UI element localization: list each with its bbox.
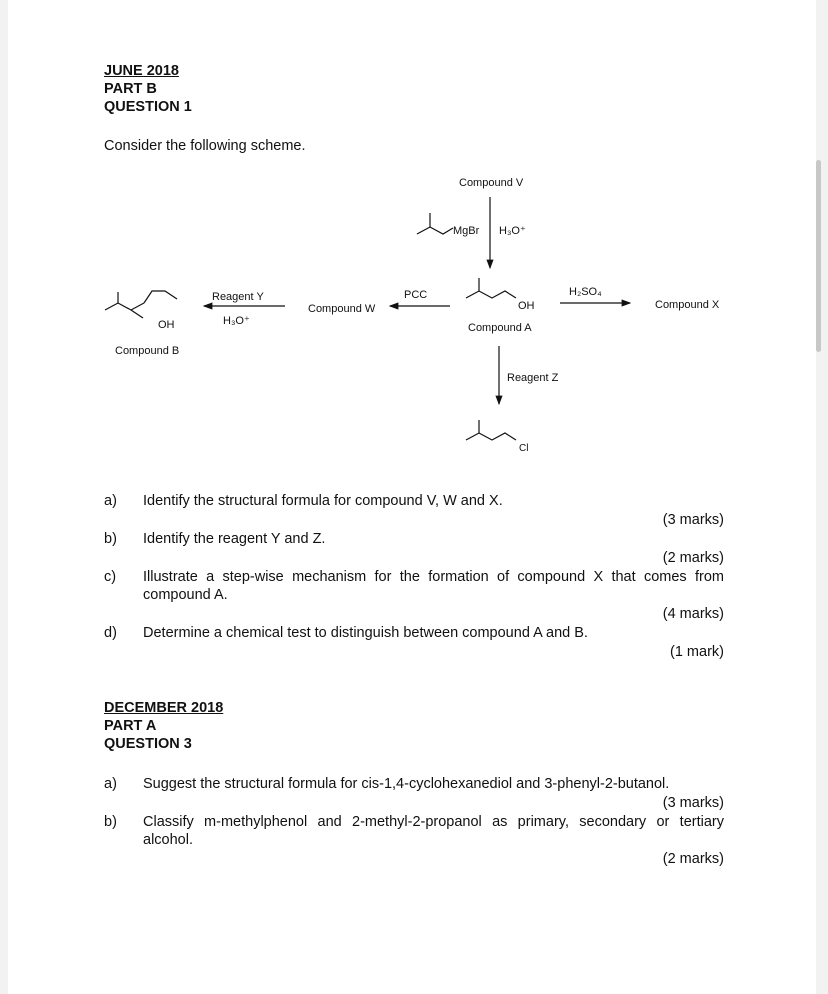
question-b-text: Identify the reagent Y and Z. xyxy=(143,531,326,547)
question-d-label: d) xyxy=(104,625,117,641)
oh-b-label: OH xyxy=(158,319,175,331)
question-b-marks: (2 marks) xyxy=(662,550,724,566)
question-b-label: b) xyxy=(104,531,117,547)
h3o-top-label: H₃O⁺ xyxy=(499,225,526,237)
oh-a-label: OH xyxy=(518,300,535,312)
mgbr-label: MgBr xyxy=(453,225,480,237)
question-c-label: c) xyxy=(104,569,117,585)
question-a-marks: (3 marks) xyxy=(662,512,724,528)
question-d-text: Determine a chemical test to distinguish between compound A and B. xyxy=(143,625,588,641)
reagent-y-label: Reagent Y xyxy=(212,291,264,303)
question-a-label: a) xyxy=(104,493,117,509)
section-question-heading: QUESTION 1 xyxy=(104,99,192,115)
cl-label: Cl xyxy=(519,443,529,454)
question-c-text: Illustrate a step-wise mechanism for the formation of compound X that comes from compound A. xyxy=(143,569,724,603)
compound-v-label: Compound V xyxy=(459,177,524,189)
section2-part-heading: PART A xyxy=(104,718,157,734)
compound-b-label: Compound B xyxy=(115,345,180,357)
question2-a-text: Suggest the structural formula for cis-1,4-cyclohexanediol and 3-phenyl-2-butanol. xyxy=(143,776,670,792)
section2-question-heading: QUESTION 3 xyxy=(104,736,192,752)
question-c-marks: (4 marks) xyxy=(662,606,724,622)
scrollbar[interactable] xyxy=(816,160,821,352)
compound-w-label: Compound W xyxy=(308,303,376,315)
question2-a-label: a) xyxy=(104,776,117,792)
section-part-heading: PART B xyxy=(104,81,157,97)
question2-b-label: b) xyxy=(104,814,117,830)
question2-b-text: Classify m-methylphenol and 2-methyl-2-propanol as primary, secondary or tertiary alcohol. xyxy=(143,814,724,848)
question2-b-marks: (2 marks) xyxy=(662,851,724,867)
question-a-text: Identify the structural formula for compound V, W and X. xyxy=(143,493,503,509)
h2so4-label: H₂SO₄ xyxy=(569,286,602,298)
pcc-label: PCC xyxy=(404,289,428,301)
h3o-left-label: H₃O⁺ xyxy=(223,315,250,327)
reagent-z-label: Reagent Z xyxy=(507,372,559,384)
compound-a-label: Compound A xyxy=(468,322,532,334)
question2-a-marks: (3 marks) xyxy=(662,795,724,811)
intro-text: Consider the following scheme. xyxy=(104,138,306,154)
section-date-heading: JUNE 2018 xyxy=(104,63,179,79)
section2-date-heading: DECEMBER 2018 xyxy=(104,700,224,716)
compound-x-label: Compound X xyxy=(655,299,720,311)
question-d-marks: (1 mark) xyxy=(670,644,724,660)
